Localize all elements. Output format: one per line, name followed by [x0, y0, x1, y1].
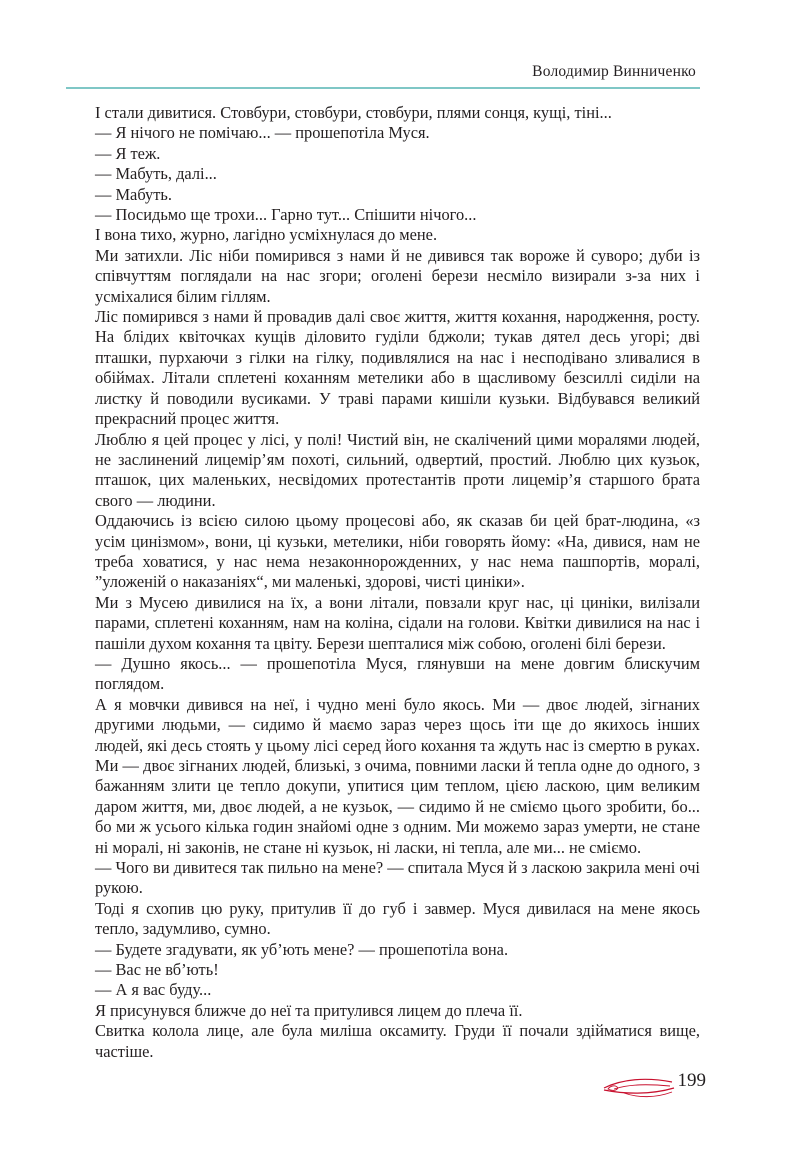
paragraph: Люблю я цей процес у лісі, у полі! Чистий він, не скалічений цими моралями людей, не заслинений лицемір’ям похоті, сильний, одвертий, простий. Люблю цих кузьок, пташок, цих маленьких, несвідомих протестантів проти лицемір’я старшого брата свого — людини.: [95, 429, 700, 510]
dialogue-line: — Я теж.: [95, 143, 161, 163]
dialogue-line: — Мабуть.: [95, 184, 172, 204]
text-body: [95, 103, 700, 1062]
paragraph: Ліс помирився з нами й провадив далі своє життя, життя кохання, народження, росту. На блідих квіточках кущів діловито гуділи бджоли; тукав дятел десь угорі; дві пташки, пурхаючи з гілки на гілку, подивлялися на нас і несподівано зливалися в обіймах. Літали сплетені коханням метелики або в щасливому безсиллі сиділи на листку й поводили вусиками. У траві парами кишіли кузьки. Відбувався великий прекрасний процес життя.: [95, 307, 700, 429]
dialogue-line: — Я нічого не помічаю... — прошепотіла Муся.: [95, 123, 430, 143]
dialogue-line: — Чого ви дивитеся так пильно на мене? — спитала Муся й з ласкою закрила мені очі рукою.: [95, 858, 700, 898]
header-rule: [66, 87, 700, 89]
page-number: 199: [677, 1070, 706, 1091]
paragraph: Ми затихли. Ліс ніби помирився з нами й не дивився так вороже й суворо; дуби із співчуттям поглядали на нас згори; оголені берези несміло визирали з-за них і усміхалися білим гіллям.: [95, 245, 700, 306]
dialogue-line: — Мабуть, далі...: [95, 164, 217, 184]
paragraph: Я присунувся ближче до неї та притулився лицем до плеча її.: [95, 1000, 523, 1020]
paragraph: I вона тихо, журно, лагідно усміхнулася до мене.: [95, 225, 438, 245]
paragraph: Свитка колола лице, але була миліша оксамиту. Груди її почали здійматися вище, частіше.: [95, 1021, 700, 1061]
paragraph: Оддаючись із всією силою цьому процесові або, як сказав би цей брат-людина, «з усім цинізмом», вони, ці кузьки, метелики, ніби говорять йому: «На, дивися, нам не треба ховатися, у нас нема незаконнорожденних, у нас нема пашпортів, моралі, ”уложеній о наказаніях“, ми маленькі, здорові, чисті цинiки».: [95, 511, 700, 592]
running-head-author: Володимир Винниченко: [532, 63, 696, 80]
dialogue-line: — Посидьмо ще трохи... Гарно тут... Спішити нічого...: [95, 205, 477, 225]
paragraph: Ми з Мусею дивилися на їх, а вони літали, повзали круг нас, ці циніки, вилізали парами, сплетені коханням, нам на коліна, сідали на голови. Квітки дивилися на нас і пашіли духом кохання та цвіту. Берези шепталися між собою, оголені білі берези.: [95, 592, 700, 653]
dialogue-line: — Вас не вб’ють!: [95, 960, 219, 980]
paragraph: А я мовчки дивився на неї, і чудно мені було якось. Ми — двоє людей, зігнаних другими людьми, — сидимо й маємо зараз через щось іти ще до якихось інших людей, які десь стоять у цьому лісі серед його кохання та ждуть нас із смертю в руках. Ми — двоє зігнаних людей, близькі, з очима, повними ласки й тепла одне до одного, з бажанням злити це тепло докупи, упитися цим теплом, цією ласкою, цим великим даром життя, ми, двоє людей, а не кузьок, — сидимо й не сміємо цього зробити, бо... бо ми ж усього кілька годин знайомі одне з одним. Ми можемо зараз умерти, не стане ні моралі, ні законів, не стане ні кузьок, ні ласки, ні тепла, але ми... не сміємо.: [95, 694, 700, 857]
dialogue-line: — Душно якось... — прошепотіла Муся, глянувши на мене довгим блискучим поглядом.: [95, 653, 700, 694]
dialogue-line: — А я вас буду...: [95, 980, 212, 1000]
dialogue-line: — Будете згадувати, як уб’ють мене? — прошепотіла вона.: [95, 939, 509, 959]
paragraph: I стали дивитися. Стовбури, стовбури, стовбури, плями сонця, кущі, тіні...: [95, 103, 612, 122]
page-folio: [600, 1068, 710, 1102]
running-header: [0, 0, 800, 90]
paragraph: Тоді я схопив цю руку, притулив її до губ і завмер. Муся дивилася на мене якось тепло, задумливо, сумно.: [95, 898, 700, 939]
